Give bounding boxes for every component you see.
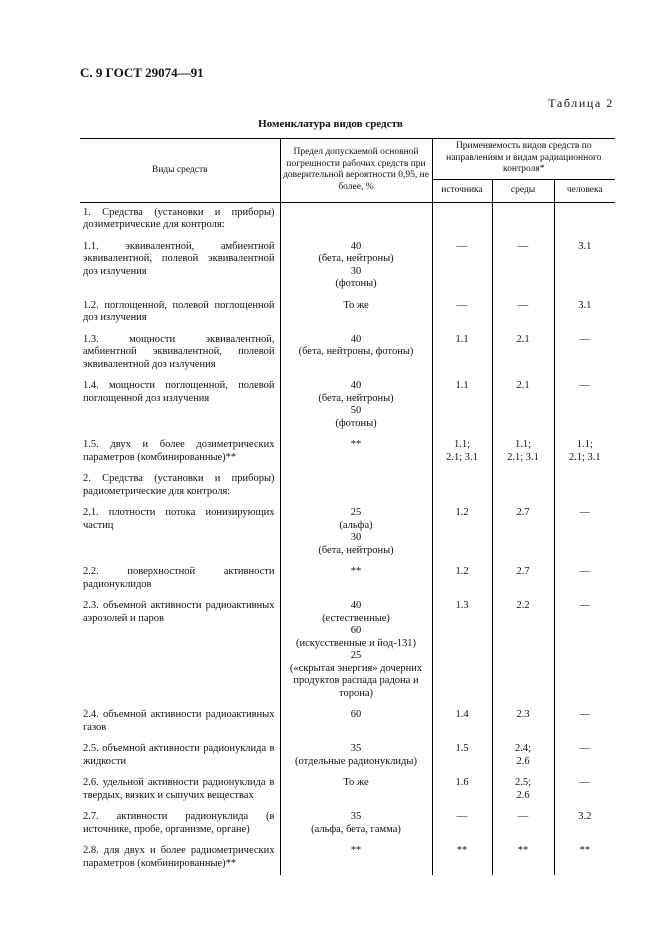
row-limit: [280, 807, 432, 841]
row-human: [554, 562, 615, 596]
row-source: [432, 739, 492, 773]
row-name: 1.1. эквивалентной, амбиентной эквивалентной, полевой эквивалентной доз излучения: [80, 237, 280, 296]
row-human-line: 3.2: [578, 811, 592, 822]
row-source-line: —: [456, 299, 468, 311]
row-human: [554, 705, 615, 739]
table-row: [80, 562, 615, 596]
row-limit-line: **: [350, 566, 362, 577]
table-row: [80, 773, 615, 807]
row-human-line: —: [579, 333, 590, 345]
row-limit: [280, 562, 432, 596]
row-human: [554, 773, 615, 807]
row-human-line: **: [579, 845, 590, 856]
row-name: 1.5. двух и более дозиметрических параметров (комбинированные)**: [80, 435, 280, 469]
row-limit: [280, 296, 432, 330]
row-environment: [492, 376, 554, 435]
row-environment: [492, 596, 554, 705]
row-human-line: —: [579, 566, 590, 577]
table-title: Номенклатура видов средств: [258, 118, 403, 130]
row-source: [432, 773, 492, 807]
table-row: [80, 503, 615, 562]
row-environment-line: 2.2: [516, 600, 530, 611]
row-limit-line: 60: [350, 709, 362, 720]
row-human-line: —: [579, 600, 590, 611]
row-limit-line: (естественные): [322, 612, 390, 624]
row-environment: [492, 773, 554, 807]
row-limit: [280, 841, 432, 875]
row-limit-line: («скрытая энергия» дочерних продуктов распада радона и торона): [289, 662, 423, 699]
row-limit-line: 40: [350, 600, 362, 611]
row-human: [554, 807, 615, 841]
row-environment-line: 2.4;: [514, 743, 532, 754]
row-human: [554, 376, 615, 435]
row-limit-line: 60: [350, 625, 362, 636]
row-limit-line: (отдельные радионуклиды): [295, 755, 417, 767]
row-name: 2.2. поверхностной активности радионуклидов: [80, 562, 280, 596]
row-source-line: 1.2: [455, 507, 469, 518]
row-source: [432, 469, 492, 503]
row-human: [554, 330, 615, 377]
row-limit-line: То же: [343, 299, 369, 311]
row-human: [554, 596, 615, 705]
row-environment-line: 2.1: [516, 333, 530, 345]
row-human-line: —: [579, 743, 590, 754]
row-source-line: 1.1: [455, 380, 469, 391]
row-limit-line: (бета, нейтроны, фотоны): [298, 346, 414, 357]
row-source: [432, 296, 492, 330]
row-limit: [280, 330, 432, 377]
row-source-line: **: [456, 845, 468, 856]
row-environment: [492, 739, 554, 773]
row-environment-line: 2.3: [516, 709, 530, 720]
row-limit-line: (бета, нейтроны): [318, 392, 394, 404]
row-source-line: —: [456, 240, 468, 252]
col-header-limit: Предел допускаемой основной погрешности рабочих средств при доверительной вероятности 0,95, не более, %: [280, 139, 432, 203]
row-name: 2.1. плотности потока ионизирующих частиц: [80, 503, 280, 562]
row-limit-line: **: [350, 845, 362, 856]
row-environment: [492, 562, 554, 596]
row-limit-line: (альфа, бета, гамма): [311, 823, 401, 835]
row-source: [432, 596, 492, 705]
row-human: [554, 739, 615, 773]
row-limit-line: (бета, нейтроны): [318, 544, 394, 556]
row-limit-line: 40: [350, 333, 362, 345]
row-environment-line: 2.1: [516, 380, 530, 391]
row-limit-line: 35: [350, 743, 362, 754]
nomenclature-table: [80, 138, 615, 875]
row-limit-line: (искусственные и йод-131): [296, 637, 416, 649]
row-source-line: 1.2: [455, 566, 469, 577]
row-limit: [280, 469, 432, 503]
table-row: [80, 202, 615, 237]
row-environment: [492, 705, 554, 739]
table-row: [80, 330, 615, 377]
row-source-line: 1.4: [455, 709, 469, 720]
row-environment-line: 2.1; 3.1: [507, 451, 539, 463]
row-limit: [280, 237, 432, 296]
row-source: [432, 237, 492, 296]
row-name: 2.6. удельной активности радионуклида в твердых, вязких и сыпучих веществах: [80, 773, 280, 807]
row-environment: [492, 330, 554, 377]
row-environment-line: 2.5;: [514, 777, 532, 788]
table-number: Таблица 2: [548, 96, 614, 110]
row-source: [432, 435, 492, 469]
row-human: [554, 841, 615, 875]
row-environment-line: —: [517, 811, 529, 822]
row-human-line: 2.1; 3.1: [568, 451, 601, 463]
row-human: [554, 296, 615, 330]
row-source: [432, 503, 492, 562]
row-environment-line: **: [517, 845, 529, 856]
row-environment: [492, 202, 554, 237]
row-limit-line: 30: [350, 532, 362, 543]
col-header-environment: среды: [492, 179, 554, 202]
row-human-line: 3.1: [578, 240, 592, 252]
table-row: [80, 237, 615, 296]
row-limit: [280, 705, 432, 739]
table-row: [80, 296, 615, 330]
table-row: [80, 376, 615, 435]
row-name: 1.2. поглощенной, полевой поглощенной доз излучения: [80, 296, 280, 330]
row-human: [554, 202, 615, 237]
row-limit: [280, 773, 432, 807]
row-environment: [492, 841, 554, 875]
row-limit: [280, 202, 432, 237]
table-body: [80, 202, 615, 875]
row-environment: [492, 503, 554, 562]
row-human-line: —: [579, 507, 590, 518]
page-header: С. 9 ГОСТ 29074—91: [80, 65, 204, 80]
row-limit: [280, 376, 432, 435]
row-environment-line: 2.7: [516, 566, 530, 577]
row-human: [554, 435, 615, 469]
row-limit-line: (альфа): [339, 519, 373, 531]
table-row: [80, 705, 615, 739]
row-name: 2.4. объемной активности радиоактивных газов: [80, 705, 280, 739]
row-source-line: 1.5: [455, 743, 469, 754]
row-limit-line: То же: [343, 777, 369, 788]
row-source-line: 2.1; 3.1: [446, 451, 478, 463]
row-source: [432, 807, 492, 841]
table-row: [80, 469, 615, 503]
row-limit-line: **: [350, 439, 362, 450]
col-header-types: Виды средств: [80, 139, 280, 203]
row-limit: [280, 596, 432, 705]
row-name: 1. Средства (установки и приборы) дозиметрические для контроля:: [80, 202, 280, 237]
row-limit-line: (фотоны): [335, 417, 377, 429]
row-limit-line: 40: [350, 380, 362, 391]
col-header-human: человека: [554, 179, 615, 202]
row-name: 2. Средства (установки и приборы) радиометрические для контроля:: [80, 469, 280, 503]
row-environment: [492, 296, 554, 330]
row-human: [554, 237, 615, 296]
row-limit: [280, 739, 432, 773]
row-limit-line: (бета, нейтроны): [318, 253, 394, 264]
row-source: [432, 562, 492, 596]
row-human-line: 3.1: [578, 299, 592, 311]
row-human-line: —: [579, 380, 590, 391]
row-name: 2.7. активности радионуклида (в источнике, пробе, организме, органе): [80, 807, 280, 841]
row-limit-line: 50: [350, 405, 362, 416]
row-source-line: 1.6: [455, 777, 469, 788]
col-header-applicability: Применяемость видов средств по направлениям и видам радиационного контроля*: [432, 139, 615, 180]
row-limit-line: 30: [350, 265, 362, 277]
table-row: [80, 807, 615, 841]
row-source: [432, 841, 492, 875]
row-source-line: 1.3: [455, 600, 469, 611]
row-environment-line: 2.6: [516, 755, 530, 767]
row-environment-line: —: [517, 240, 529, 252]
row-source-line: —: [456, 811, 468, 822]
row-human-line: —: [579, 777, 590, 788]
row-limit-line: 25: [350, 507, 362, 518]
row-name: 2.8. для двух и более радиометрических параметров (комбинированные)**: [80, 841, 280, 875]
row-name: 2.3. объемной активности радиоактивных аэрозолей и паров: [80, 596, 280, 705]
row-human-line: —: [579, 709, 590, 720]
row-name: 2.5. объемной активности радионуклида в жидкости: [80, 739, 280, 773]
row-limit-line: (фотоны): [335, 278, 377, 289]
row-environment-line: 2.6: [516, 789, 530, 801]
row-environment-line: 2.7: [516, 507, 530, 518]
row-environment: [492, 237, 554, 296]
table-row: [80, 841, 615, 875]
table-row: [80, 739, 615, 773]
row-source: [432, 202, 492, 237]
row-source-line: 1.1;: [453, 439, 471, 450]
row-name: 1.3. мощности эквивалентной, амбиентной эквивалентной, полевой эквивалентной доз излучения: [80, 330, 280, 377]
row-name: 1.4. мощности поглощенной, полевой поглощенной доз излучения: [80, 376, 280, 435]
row-source: [432, 376, 492, 435]
table-row: [80, 435, 615, 469]
row-human-line: 1.1;: [576, 439, 593, 450]
row-environment: [492, 435, 554, 469]
col-header-source: источника: [432, 179, 492, 202]
row-limit: [280, 435, 432, 469]
table-row: [80, 596, 615, 705]
row-source-line: 1.1: [455, 333, 469, 345]
row-limit-line: 35: [350, 811, 362, 822]
row-environment-line: 1.1;: [514, 439, 532, 450]
row-limit-line: 25: [350, 650, 362, 661]
row-limit-line: 40: [350, 240, 362, 252]
row-human: [554, 469, 615, 503]
row-limit: [280, 503, 432, 562]
row-environment: [492, 469, 554, 503]
row-environment-line: —: [517, 299, 529, 311]
row-environment: [492, 807, 554, 841]
row-human: [554, 503, 615, 562]
row-source: [432, 705, 492, 739]
row-source: [432, 330, 492, 377]
